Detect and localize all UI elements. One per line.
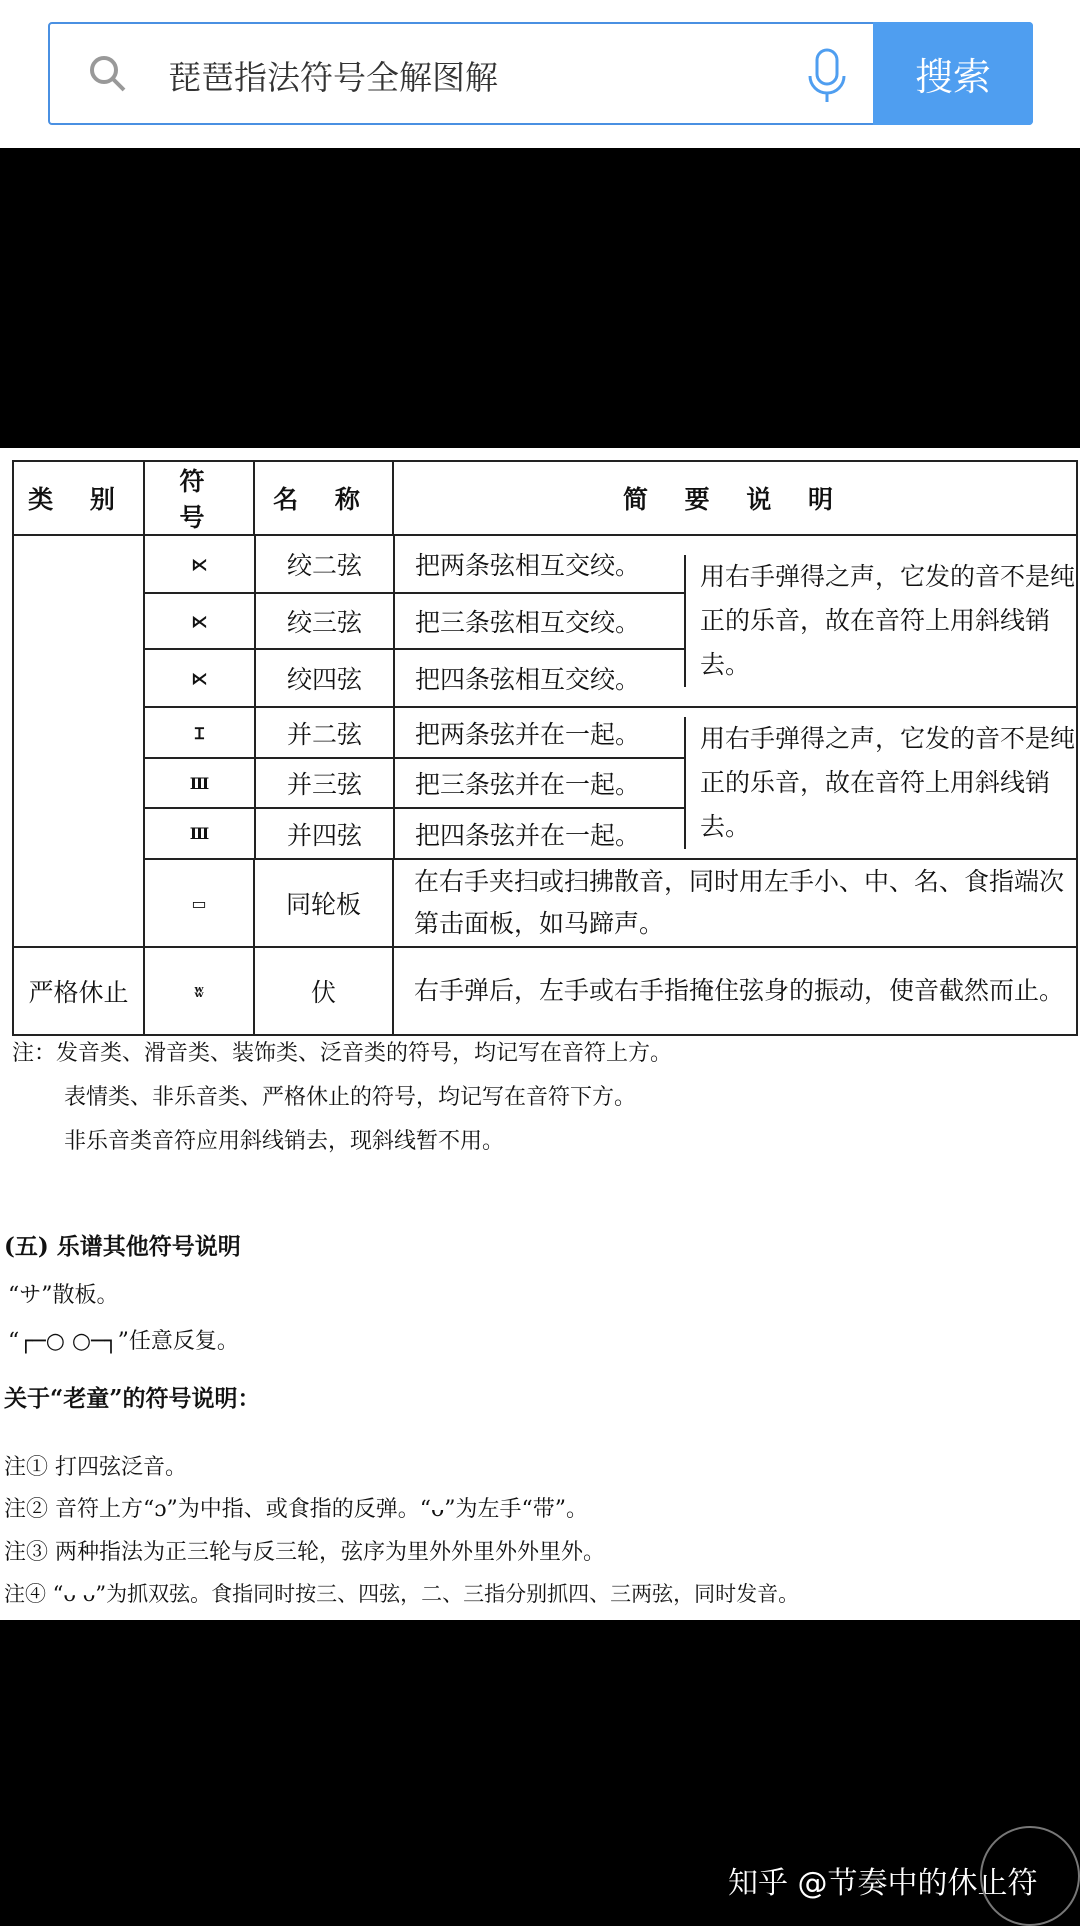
floating-circle-button[interactable] (980, 1826, 1080, 1926)
note-line: 注：发音类、滑音类、装饰类、泛音类的符号，均记写在音符上方。 (12, 1041, 673, 1066)
name: 并三弦 (255, 758, 394, 808)
desc: 把四条弦相互交绞。 (394, 649, 684, 706)
desc: 把两条弦并在一起。 (394, 708, 684, 758)
search-icon (86, 52, 130, 96)
symbol: Ⅲ (145, 808, 255, 858)
laotong-note: 注③ 两种指法为正三轮与反三轮，弦序为里外外里外外里外。 (4, 1540, 605, 1565)
bing-rows (145, 708, 684, 858)
search-box[interactable] (48, 22, 1033, 125)
category: 严格休止 (13, 947, 144, 1035)
name: 绞三弦 (255, 593, 394, 649)
name: 并二弦 (255, 708, 394, 758)
name: 并四弦 (255, 808, 394, 858)
laotong-title: 关于“老童”的符号说明： (4, 1385, 261, 1412)
note-line: 非乐音类音符应用斜线销去，现斜线暂不用。 (64, 1129, 505, 1154)
laotong-note: 注② 音符上方“ɔ”为中指、或食指的反弹。“ᴗ”为左手“带”。 (4, 1497, 589, 1522)
name: 伏 (254, 947, 393, 1035)
desc: 把两条弦相互交绞。 (394, 536, 684, 593)
desc: 在右手夹扫或扫拂散音，同时用左手小、中、名、食指端次第击面板，如马蹄声。 (393, 859, 1077, 947)
section-title: (五) 乐谱其他符号说明 (4, 1233, 241, 1260)
symbol: Ɪ (145, 708, 255, 758)
symbol-note: “┌─○ ○─┐”任意反复。 (8, 1329, 239, 1354)
desc: 把三条弦相互交绞。 (394, 593, 684, 649)
symbol: ʬ (144, 947, 254, 1035)
microphone-icon[interactable] (802, 46, 852, 106)
category-empty (13, 535, 144, 947)
symbol: Ⅲ (145, 758, 255, 808)
header-name: 名 称 (254, 461, 393, 535)
note-line: 表情类、非乐音类、严格休止的符号，均记写在音符下方。 (64, 1085, 637, 1110)
name: 绞二弦 (255, 536, 394, 593)
symbol: ⋉ (145, 649, 255, 706)
document-image (0, 448, 1080, 1620)
search-button[interactable]: 搜索 (873, 22, 1033, 125)
symbol: ▭ (144, 859, 254, 947)
watermark: 知乎 @节奏中的休止符 (728, 1866, 1038, 1901)
jiao-rows (145, 536, 684, 706)
name: 同轮板 (254, 859, 393, 947)
name: 绞四弦 (255, 649, 394, 706)
symbol: ⋉ (145, 536, 255, 593)
group-note: 用右手弹得之声，它发的音不是纯正的乐音，故在音符上用斜线销去。 (684, 555, 1076, 687)
desc: 右手弹后，左手或右手指掩住弦身的振动，使音截然而止。 (393, 947, 1077, 1035)
symbol-table (12, 460, 1078, 1036)
laotong-note: 注④ “ᴗ ᴗ”为抓双弦。食指同时按三、四弦，二、三指分别抓四、三两弦，同时发音。 (4, 1582, 800, 1606)
header-symbol: 符 号 (144, 461, 254, 535)
header-category: 类 别 (13, 461, 144, 535)
symbol-note: “サ”散板。 (8, 1283, 119, 1308)
header-description: 简 要 说 明 (393, 461, 1077, 535)
search-input[interactable]: 琵琶指法符号全解图解 (168, 58, 498, 97)
top-bar (0, 0, 1080, 148)
group-note: 用右手弹得之声，它发的音不是纯正的乐音，故在音符上用斜线销去。 (684, 717, 1076, 849)
desc: 把四条弦并在一起。 (394, 808, 684, 858)
desc: 把三条弦并在一起。 (394, 758, 684, 808)
symbol: ⋉ (145, 593, 255, 649)
laotong-note: 注① 打四弦泛音。 (4, 1455, 187, 1480)
